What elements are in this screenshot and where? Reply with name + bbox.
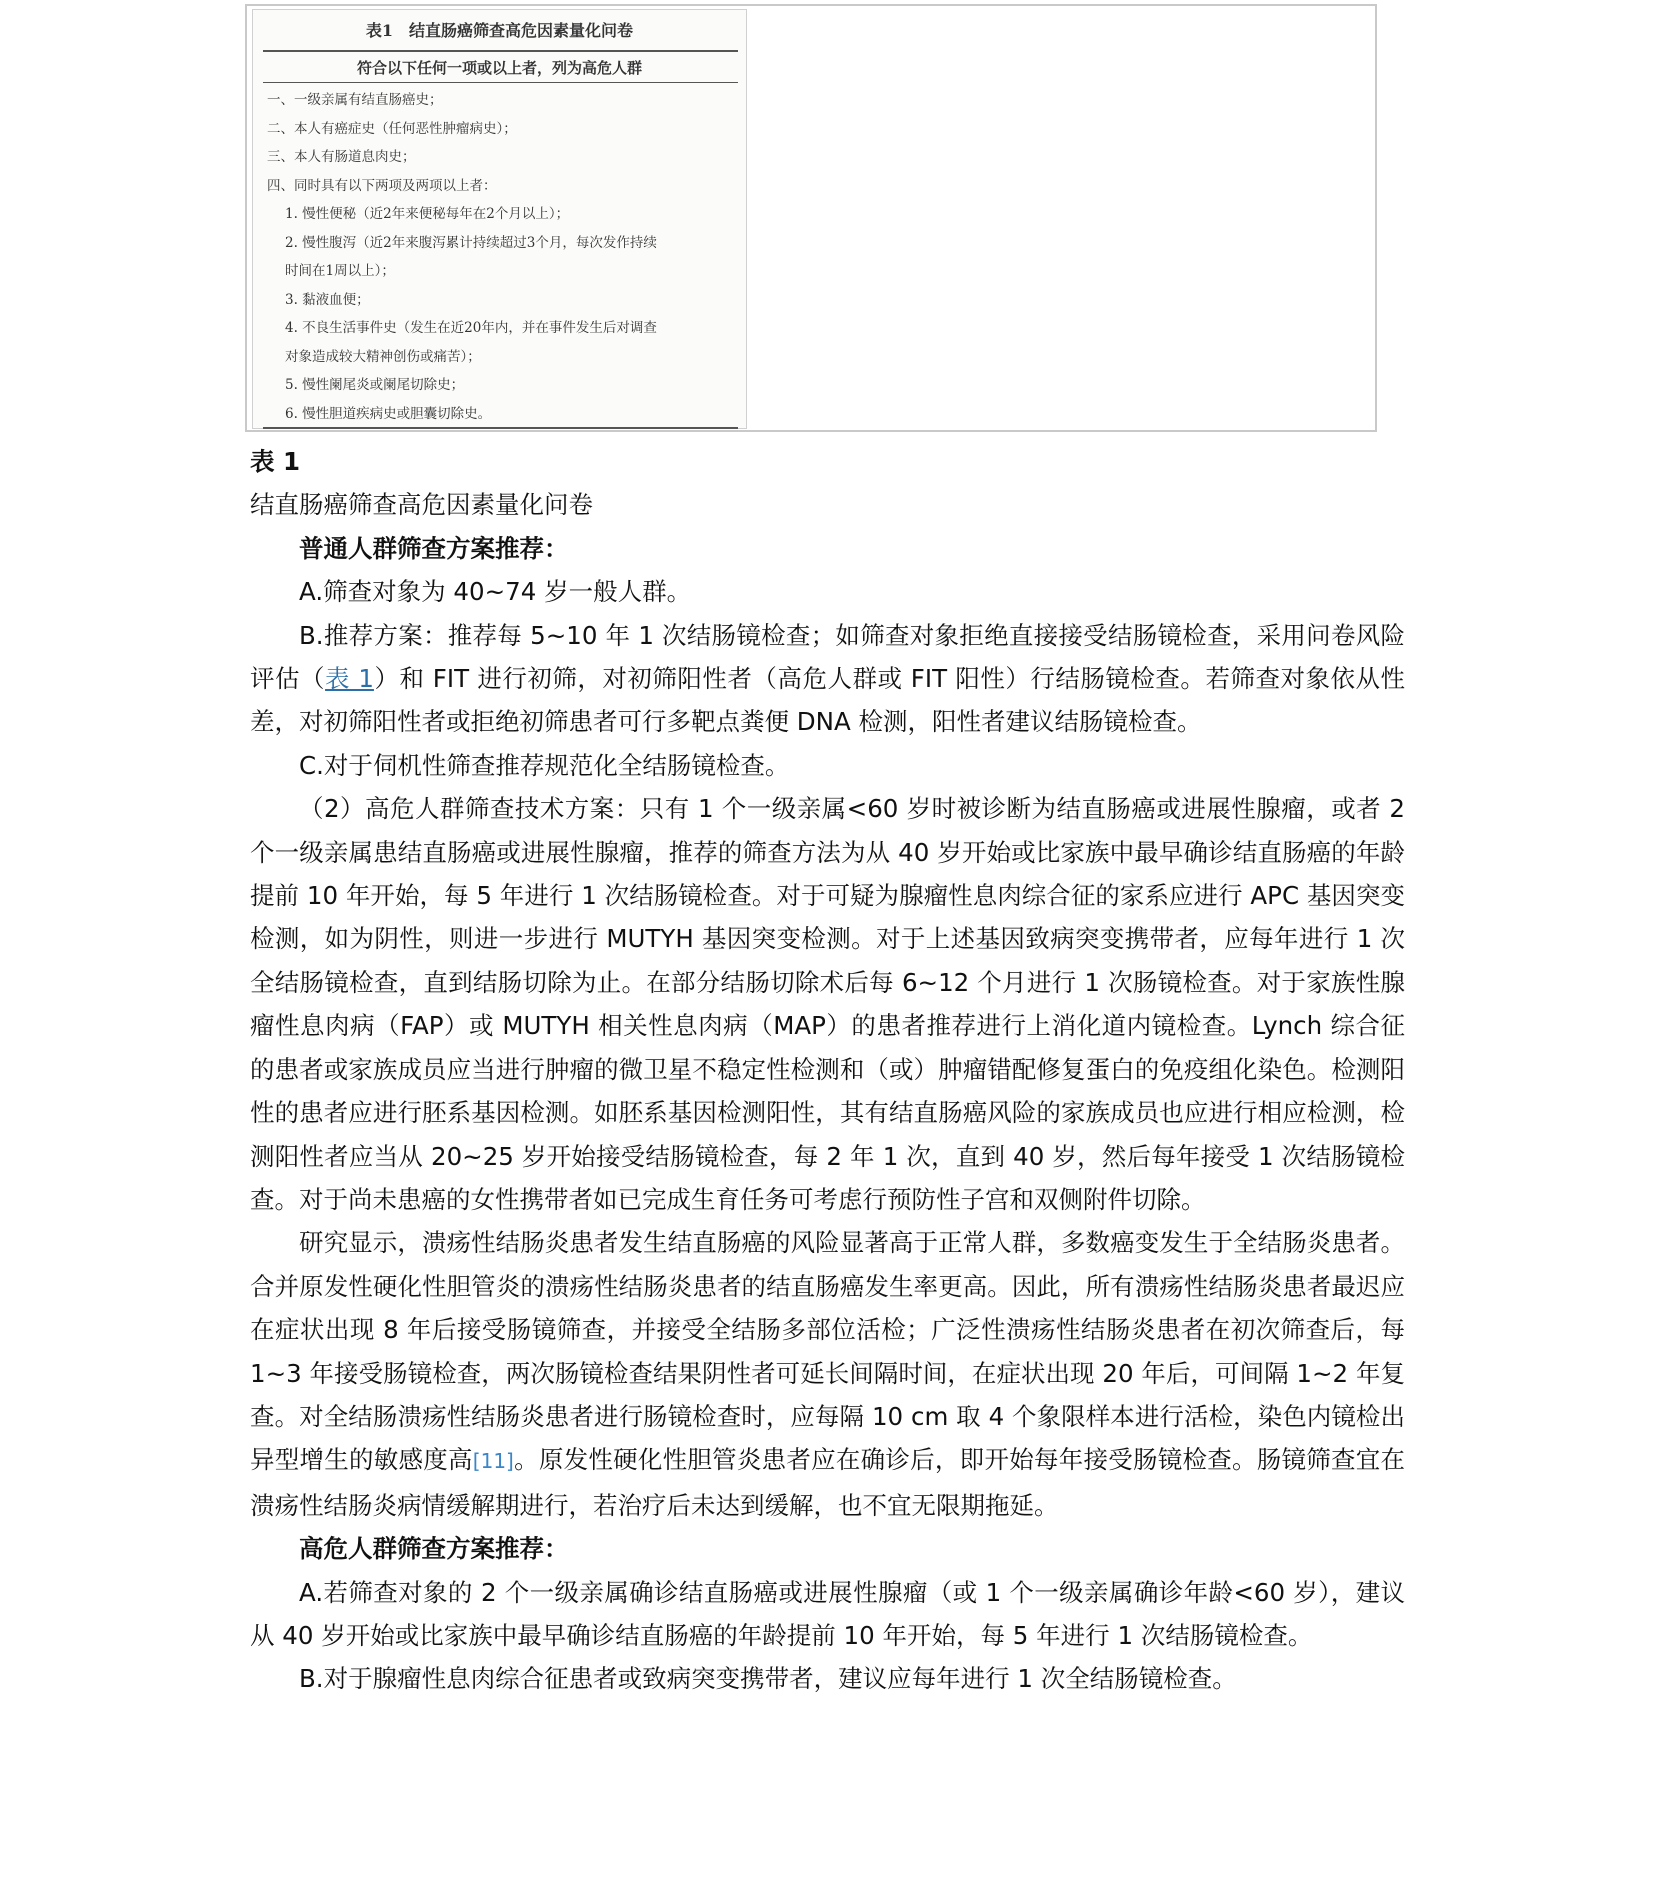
questionnaire-table-image (252, 9, 747, 429)
figure-item: 3. 黏液血便； (285, 291, 370, 308)
research-text-1: 研究显示，溃疡性结肠炎患者发生结直肠癌的风险显著高于正常人群，多数癌变发生于全结肠炎患者。合并原发性硬化性胆管炎的溃疡性结肠炎患者的结直肠癌发生率更高。因此，所有溃疡性结肠炎患者最迟应在症状出现 8 年后接受肠镜筛查，并接受全结肠多部位活检；广泛性溃疡性结肠炎患者在初次筛查后，每 1~3 年接受肠镜检查，两次肠镜检查结果阴性者可延长间隔时间，在症状出现 20 年后，可间隔 1~2 年复查。对全结肠溃疡性结肠炎患者进行肠镜检查时，应每隔 10 cm 取 4 个象限样本进行活检，染色内镜检出异型增生的敏感度高 (250, 1228, 1405, 1475)
figure-item: 2. 慢性腹泻（近2年来腹泻累计持续超过3个月，每次发作持续 (285, 234, 657, 251)
figure-title: 表1 结直肠癌筛查高危因素量化问卷 (365, 21, 634, 40)
figure-header-rule (263, 82, 738, 83)
figure-item: 一、一级亲属有结直肠癌史； (267, 92, 443, 108)
general-b-text-2: ）和 FIT 进行初筛，对初筛阳性者（高危人群或 FIT 阳性）行结肠镜检查。若筛查对象依从性差，对初筛阳性者或拒绝初筛患者可行多靶点粪便 DNA 检测，阳性者建议结肠镜检查。 (250, 664, 1405, 737)
general-b-text-1: B.推荐方案：推荐每 5~10 年 1 次结肠镜检查；如筛查对象拒绝直接接受结肠镜检查，采用问卷风险评估（ (250, 620, 1405, 694)
general-screening-heading: 普通人群筛查方案推荐： (299, 533, 569, 563)
figure-item: 4. 不良生活事件史（发生在近20年内，并在事件发生后对调查 (285, 320, 657, 336)
table-caption-text: 结直肠癌筛查高危因素量化问卷 (250, 490, 593, 520)
high-risk-technical-plan: （2）高危人群筛查技术方案：只有 1 个一级亲属<60 岁时被诊断为结直肠癌或进展性腺瘤，或者 2 个一级亲属患结直肠癌或进展性腺瘤，推荐的筛查方法为从 40 岁开始或比家族中最早确诊结直肠癌的年龄提前 10 年开始，每 5 年进行 1 次结肠镜检查。对于可疑为腺瘤性息肉综合征的家系应进行 APC 基因突变检测，如为阴性，则进一步进行 MUTYH 基因突变检测。对于上述基因致病突变携带者，应每年进行 1 次全结肠镜检查，直到结肠切除为止。在部分结肠切除术后每 6~12 个月进行 1 次肠镜检查。对于家族性腺瘤性息肉病（FAP）或 MUTYH 相关性息肉病（MAP）的患者推荐进行上消化道内镜检查。Lynch 综合征的患者或家族成员应当进行肿瘤的微卫星不稳定性检测和（或）肿瘤错配修复蛋白的免疫组化染色。检测阳性的患者应进行胚系基因检测。如胚系基因检测阳性，其有结直肠癌风险的家族成员也应进行相应检测，检测阳性者应当从 20~25 岁开始接受结肠镜检查，每 2 年 1 次，直到 40 岁，然后每年接受 1 次结肠镜检查。对于尚未患癌的女性携带者如已完成生育任务可考虑行预防性子宫和双侧附件切除。 (250, 794, 1405, 1214)
figure-item: 对象造成较大精神创伤或痛苦）； (285, 348, 481, 365)
high-risk-screening-b: B.对于腺瘤性息肉综合征患者或致病突变携带者，建议应每年进行 1 次全结肠镜检查。 (299, 1664, 1237, 1694)
figure-frame (245, 4, 1377, 432)
figure-bottom-rule (263, 427, 738, 429)
research-text-2: 。原发性硬化性胆管炎患者应在确诊后，即开始每年接受肠镜检查。肠镜筛查宜在溃疡性结肠炎病情缓解期进行，若治疗后未达到缓解，也不宜无限期拖延。 (250, 1445, 1406, 1520)
table-1-link[interactable]: 表 1 (325, 664, 374, 694)
figure-item: 二、本人有癌症史（任何恶性肿瘤病史）； (267, 120, 517, 137)
figure-item: 四、同时具有以下两项及两项以上者： (267, 177, 497, 194)
figure-item: 6. 慢性胆道疾病史或胆囊切除史。 (285, 405, 492, 422)
figure-item: 1. 慢性便秘（近2年来便秘每年在2个月以上）； (285, 206, 570, 222)
citation-11-link[interactable]: [11] (472, 1449, 514, 1474)
general-screening-b (250, 614, 1405, 744)
high-risk-screening-heading: 高危人群筛查方案推荐： (299, 1534, 569, 1564)
figure-items (267, 86, 738, 428)
figure-item: 时间在1周以上）； (285, 263, 395, 279)
general-screening-c: C.对于伺机性筛查推荐规范化全结肠镜检查。 (299, 750, 790, 780)
figure-item: 5. 慢性阑尾炎或阑尾切除史； (285, 377, 465, 393)
research-paragraph (250, 1221, 1405, 1527)
table-caption-label: 表 1 (250, 447, 301, 476)
high-risk-screening-a: A.若筛查对象的 2 个一级亲属确诊结直肠癌或进展性腺瘤（或 1 个一级亲属确诊年龄<60 岁），建议从 40 岁开始或比家族中最早确诊结直肠癌的年龄提前 10 年开始，每 5 年进行 1 次结肠镜检查。 (250, 1577, 1405, 1650)
general-screening-a: A.筛查对象为 40~74 岁一般人群。 (299, 577, 692, 607)
article-body (250, 440, 1405, 1701)
figure-header: 符合以下任何一项或以上者，列为高危人群 (356, 59, 642, 77)
figure-item: 三、本人有肠道息肉史； (267, 149, 416, 165)
figure-top-rule (263, 50, 738, 52)
